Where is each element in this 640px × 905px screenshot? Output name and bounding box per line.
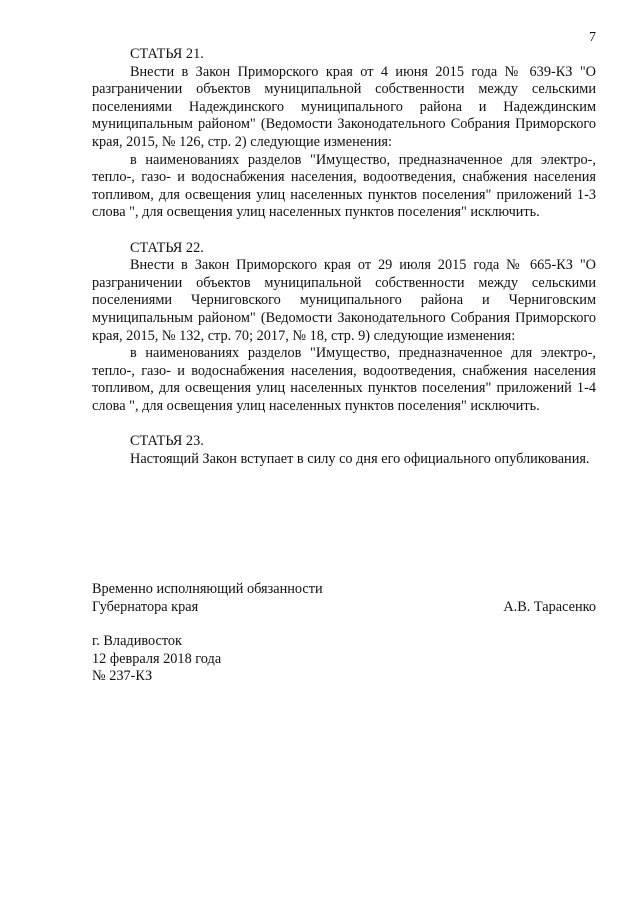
signatory-position: Временно исполняющий обязанности bbox=[92, 581, 323, 597]
article-paragraph: Внести в Закон Приморского края от 4 июня 2015 года № 639-КЗ "О разграничении объектов муниципальной собственности между сельскими поселениями Надеждинского муниципального района и Надеждинским муниципальным районом" (Ведомости Законодательного Собрания Приморского края, 2015, № 126, стр. 2) следующие изменения: bbox=[92, 63, 596, 150]
article-paragraph: Внести в Закон Приморского края от 29 июля 2015 года № 665-КЗ "О разграничении объектов муниципальной собственности между сельскими поселениями Черниговского муниципального района и Черниговским муниципальным районом" (Ведомости Законодательного Собрания Приморского края, 2015, № 132, стр. 70; 2017, № 18, стр. 9) следующие изменения: bbox=[92, 257, 596, 344]
article-23 bbox=[92, 433, 596, 468]
law-number: № 237-КЗ bbox=[92, 668, 153, 685]
article-22 bbox=[92, 240, 596, 416]
article-title: СТАТЬЯ 23. bbox=[130, 433, 204, 450]
place-date-block bbox=[92, 633, 221, 686]
article-21 bbox=[92, 46, 596, 222]
article-paragraph: в наименованиях разделов "Имущество, предназначенное для электро-, тепло-, газо- и водоснабжения населения, водоотведения, снабжения населения топливом, для освещения улиц населенных пунктов поселения" приложений 1-4 слова ", для освещения улиц населенных пунктов поселения" исключить. bbox=[92, 345, 596, 414]
article-paragraph: Настоящий Закон вступает в силу со дня его официального опубликования. bbox=[130, 450, 590, 467]
signatory-name: А.В. Тарасенко bbox=[503, 598, 596, 615]
document-body bbox=[92, 46, 596, 486]
page-number: 7 bbox=[589, 30, 596, 45]
article-paragraph: в наименованиях разделов "Имущество, предназначенное для электро-, тепло-, газо- и водоснабжения населения, водоотведения, снабжения населения топливом, для освещения улиц населенных пунктов поселения" приложений 1-3 слова ", для освещения улиц населенных пунктов поселения" исключить. bbox=[92, 151, 596, 221]
signature-block bbox=[92, 581, 596, 616]
law-date: 12 февраля 2018 года bbox=[92, 650, 222, 667]
article-title: СТАТЬЯ 21. bbox=[130, 46, 204, 62]
article-title: СТАТЬЯ 22. bbox=[130, 239, 204, 256]
city: г. Владивосток bbox=[92, 633, 182, 649]
signature-row bbox=[92, 599, 596, 617]
signatory-position-line2: Губернатора края bbox=[92, 598, 199, 615]
